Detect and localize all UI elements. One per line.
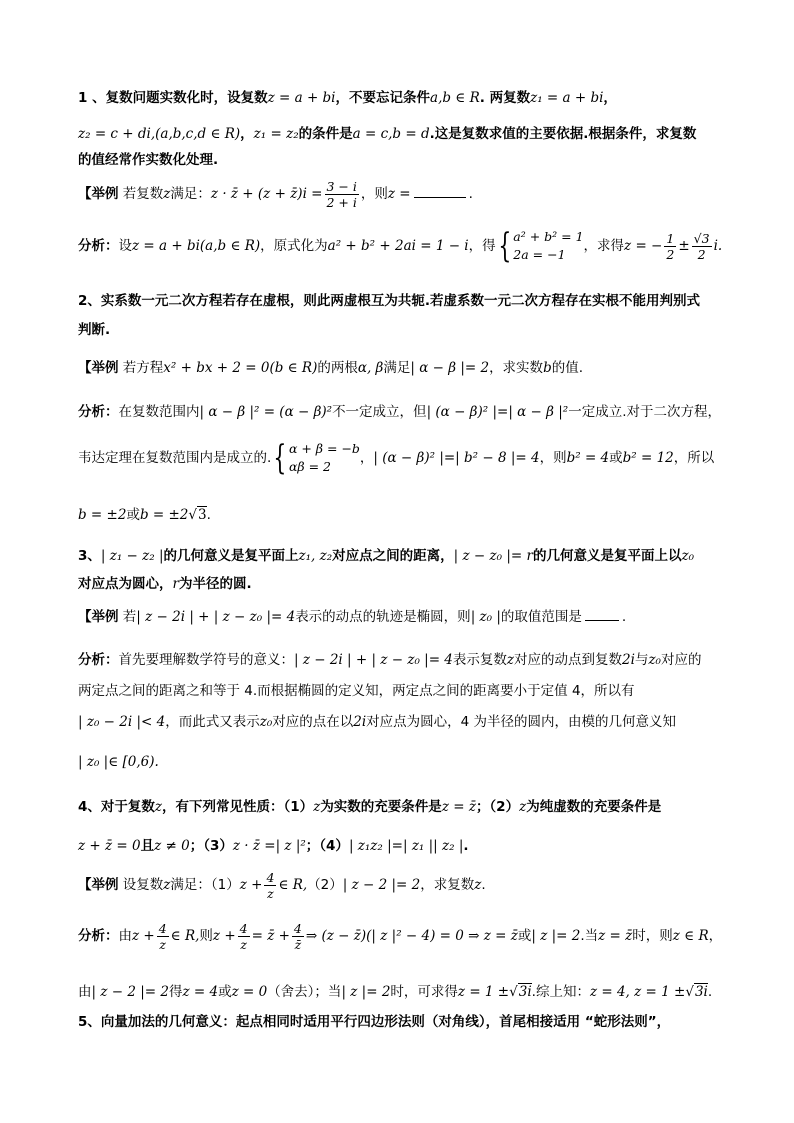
s2-analysis-3: b = ±2或b = ±2√3. xyxy=(78,507,211,523)
s3-line1: 3、| z₁ − z₂ |的几何意义是复平面上z₁, z₂对应点之间的距离，| z − z₀ |= r的几何意义是复平面上以z₀ xyxy=(78,548,694,564)
s1-example: 【举例 若复数z满足：z · z̄ + (z + z̄)i = $\frac{3 - i}{2 + i}$ ，则z = . xyxy=(78,178,473,210)
s3-analysis-3: | z₀ − 2i |< 4，而此式又表示z₀对应的点在以2i对应点为圆心，4 为半径的圆内，由模的几何意义知 xyxy=(78,714,677,730)
s2-line1: 2、实系数一元二次方程若存在虚根，则此两虚根互为共轭.若虚系数一元二次方程存在实根不能用判别式 xyxy=(78,293,701,309)
s2-example: 【举例 若方程x² + bx + 2 = 0(b ∈ R)的两根α, β满足| α − β |= 2，求实数b的值. xyxy=(78,360,584,376)
s1-line1: 1 、复数问题实数化时，设复数z = a + bi，不要忘记条件a,b ∈ R. 两复数z₁ = a + bi， xyxy=(78,90,617,106)
answer-blank xyxy=(585,620,619,621)
s3-example: 【举例 若| z − 2i | + | z − z₀ |= 4表示的动点的轨迹是椭圆，则| z₀ |的取值范围是 . xyxy=(78,609,627,625)
s3-line2: 对应点为圆心，r为半径的圆. xyxy=(78,576,252,592)
s4-example: 【举例 设复数z满足：（1）z + $\frac{4}{z}$ ∈ R,（2）| z − 2 |= 2，求复数z. xyxy=(78,869,486,901)
s3-analysis-1: 分析：首先要理解数学符号的意义：| z − 2i | + | z − z₀ |= 4表示复数z对应的动点到复数2i与z₀对应的 xyxy=(78,652,702,668)
s4-line1: 4、对于复数z，有下列常见性质：（1）z为实数的充要条件是z = z̄；（2）z为纯虚数的充要条件是 xyxy=(78,799,662,815)
answer-blank xyxy=(414,197,466,198)
s5-line1: 5、向量加法的几何意义：起点相同时适用平行四边形法则（对角线），首尾相接适用 “蛇形法则”， xyxy=(78,1014,671,1030)
s4-analysis-2: 由| z − 2 |= 2得z = 4或z = 0（舍去）；当| z |= 2时，可求得z = 1 ±√3i.综上知：z = 4, z = 1 ±√3i. xyxy=(78,984,713,1000)
s2-analysis-2: 韦达定理在复数范围内是成立的.{ α + β = −b αβ = 2 ，| (α − β)² |=| b² − 8 |= 4，则b² = 4或b² = 12，所以 xyxy=(78,438,715,478)
s4-analysis-1: 分析：由z + $\frac{4}{z}$ ∈ R,则z + $\frac{4}{z}$ = z̄ + $\frac{4}{z̄}$ ⇒ (z − z̄)(| z |² − 4) = 0 ⇒ z = z̄或| z |= 2.当z = z̄时，则z ∈ R， xyxy=(78,920,723,952)
s2-analysis-1: 分析：在复数范围内| α − β |² = (α − β)²不一定成立，但| (α − β)² |=| α − β |²一定成立.对于二次方程， xyxy=(78,404,722,420)
s1-line2: z₂ = c + di,(a,b,c,d ∈ R)，z₁ = z₂的条件是a = c,b = d.这是复数求值的主要依据.根据条件，求复数 xyxy=(78,126,697,142)
s2-line2: 判断. xyxy=(78,322,111,338)
s4-line2: z + z̄ = 0且z ≠ 0；（3）z · z̄ =| z |²；（4）| z₁z₂ |=| z₁ || z₂ |. xyxy=(78,838,469,854)
s3-analysis-4: | z₀ |∈ [0,6). xyxy=(78,754,159,770)
s3-analysis-2: 两定点之间的距离之和等于 4.而根据椭圆的定义知，两定点之间的距离要小于定值 4，所以有 xyxy=(78,683,635,699)
s1-line3: 的值经常作实数化处理. xyxy=(78,152,219,168)
s1-analysis: 分析：设z = a + bi(a,b ∈ R)，原式化为a² + b² + 2ai = 1 − i，得{ a² + b² = 1 2a = −1 ，求得z = − $\frac{1}{2}$ ± $\frac{√3}{2}$ i. xyxy=(78,226,723,266)
